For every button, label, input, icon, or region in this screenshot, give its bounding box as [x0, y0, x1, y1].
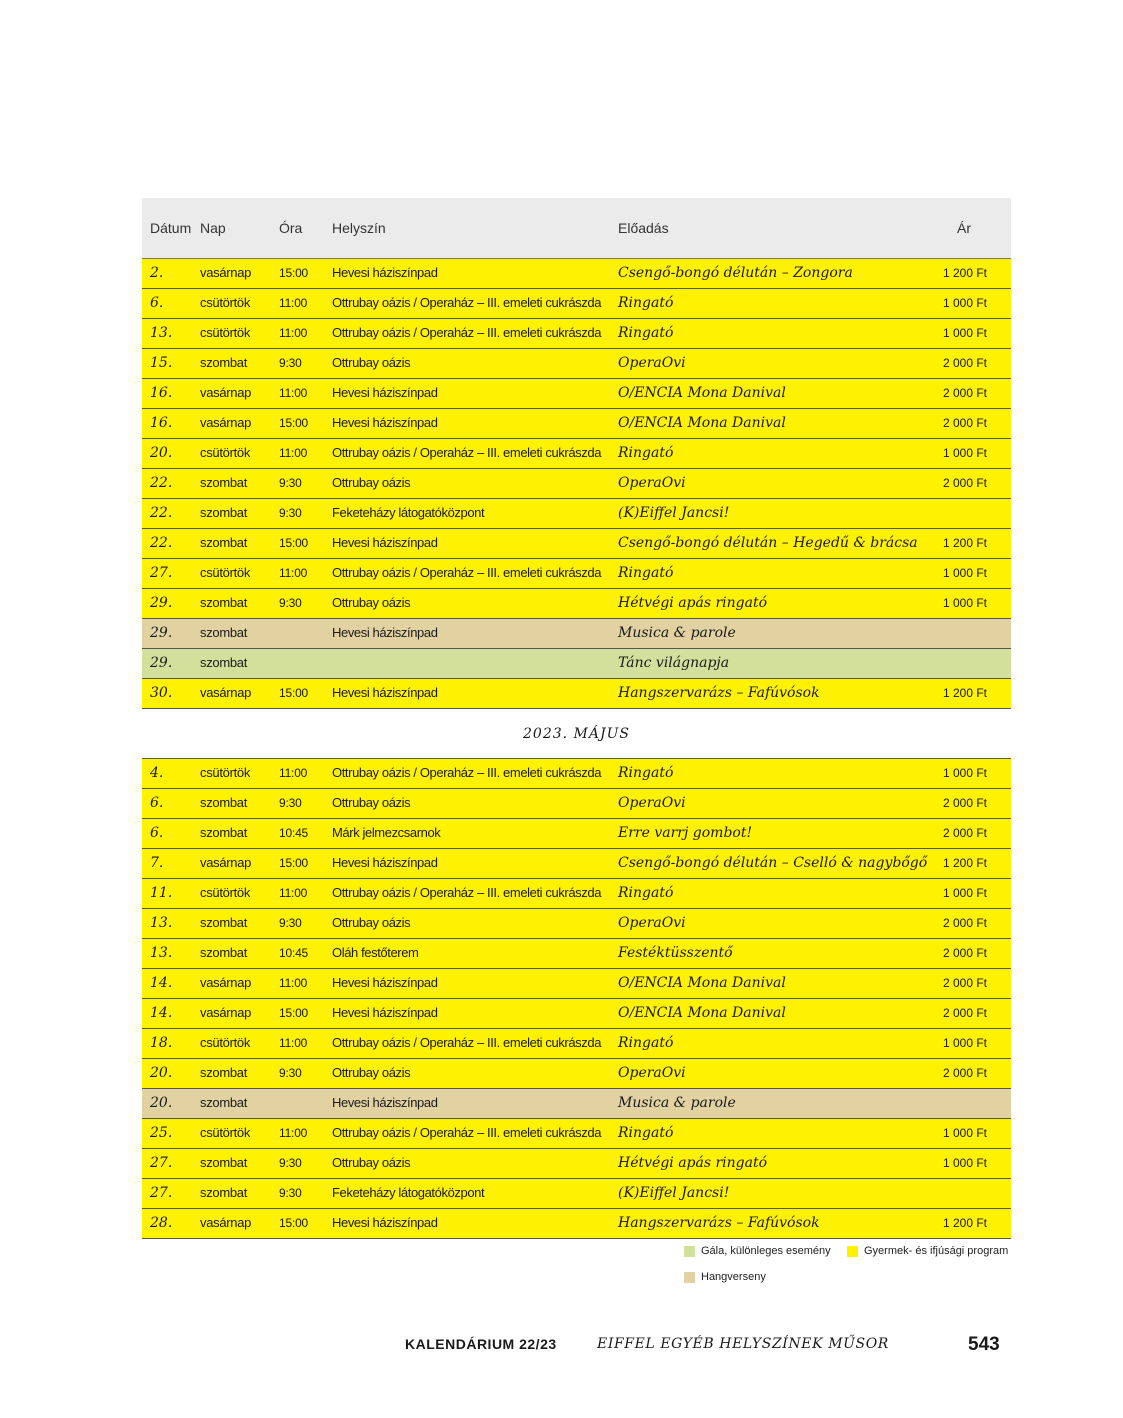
row-show: Ringató	[618, 325, 674, 341]
row-date: 29.	[150, 655, 173, 671]
row-price: 1 000 Ft	[942, 1126, 987, 1140]
row-price: 1 200 Ft	[942, 1216, 987, 1230]
row-price: 1 000 Ft	[942, 596, 987, 610]
row-price: 2 000 Ft	[942, 976, 987, 990]
row-date: 14.	[150, 975, 173, 991]
table-row	[142, 379, 1011, 409]
row-show: Hangszervarázs – Fafúvósok	[618, 1215, 820, 1231]
row-time: 9:30	[279, 1156, 302, 1170]
row-show: OperaOvi	[618, 1065, 686, 1081]
row-time: 9:30	[279, 916, 302, 930]
row-day: vasárnap	[200, 415, 252, 430]
row-venue: Hevesi háziszínpad	[332, 625, 438, 640]
footer-publication: KALENDÁRIUM 22/23	[405, 1336, 557, 1352]
table-row	[142, 939, 1011, 969]
row-date: 14.	[150, 1005, 173, 1021]
row-time: 11:00	[279, 1036, 308, 1050]
row-time: 15:00	[279, 416, 309, 430]
row-venue: Ottrubay oázis	[332, 355, 411, 370]
row-venue: Hevesi háziszínpad	[332, 415, 438, 430]
row-venue: Hevesi háziszínpad	[332, 535, 438, 550]
row-day: szombat	[200, 535, 248, 550]
row-show: OperaOvi	[618, 475, 686, 491]
row-day: csütörtök	[200, 445, 251, 460]
row-date: 20.	[150, 1065, 173, 1081]
row-venue: Ottrubay oázis / Operaház – III. emeleti cukrászda	[332, 1125, 602, 1140]
row-show: Musica & parole	[618, 1095, 736, 1111]
row-time: 9:30	[279, 596, 302, 610]
row-show: OperaOvi	[618, 915, 686, 931]
row-time: 10:45	[279, 826, 309, 840]
row-day: szombat	[200, 825, 248, 840]
row-price: 1 000 Ft	[942, 296, 987, 310]
table-row	[142, 439, 1011, 469]
row-time: 15:00	[279, 686, 309, 700]
row-show: Hétvégi apás ringató	[618, 1155, 768, 1171]
row-day: szombat	[200, 655, 248, 670]
header-day: Nap	[200, 220, 226, 236]
legend-concert	[684, 1271, 766, 1283]
row-show: Festéktüsszentő	[618, 945, 733, 961]
row-time: 10:45	[279, 946, 309, 960]
row-date: 28.	[150, 1215, 173, 1231]
row-time: 9:30	[279, 796, 302, 810]
row-day: szombat	[200, 945, 248, 960]
row-show: (K)Eiffel Jancsi!	[618, 505, 730, 521]
row-show: O/ENCIA Mona Danival	[618, 385, 786, 401]
row-show: Ringató	[618, 565, 674, 581]
row-time: 11:00	[279, 326, 308, 340]
row-price: 1 000 Ft	[942, 446, 987, 460]
row-venue: Ottrubay oázis / Operaház – III. emeleti cukrászda	[332, 295, 602, 310]
table-row	[142, 819, 1011, 849]
row-show: Musica & parole	[618, 625, 736, 641]
row-venue: Ottrubay oázis / Operaház – III. emeleti cukrászda	[332, 565, 602, 580]
row-venue: Ottrubay oázis	[332, 475, 411, 490]
table-row	[142, 679, 1011, 709]
row-date: 15.	[150, 355, 173, 371]
table-row	[142, 409, 1011, 439]
legend-swatch-green	[684, 1246, 695, 1257]
row-date: 16.	[150, 385, 173, 401]
row-time: 9:30	[279, 1066, 302, 1080]
row-day: szombat	[200, 1095, 248, 1110]
row-price: 2 000 Ft	[942, 826, 987, 840]
row-time: 11:00	[279, 1126, 308, 1140]
row-day: vasárnap	[200, 685, 252, 700]
table-row	[142, 619, 1011, 649]
row-show: Tánc világnapja	[618, 655, 730, 671]
row-time: 11:00	[279, 386, 308, 400]
table-row	[142, 1209, 1011, 1239]
table-row	[142, 589, 1011, 619]
table-row	[142, 1029, 1011, 1059]
row-day: csütörtök	[200, 765, 251, 780]
row-show: Ringató	[618, 765, 674, 781]
table-row	[142, 1119, 1011, 1149]
row-price: 1 200 Ft	[942, 266, 987, 280]
row-price: 2 000 Ft	[942, 386, 987, 400]
row-venue: Hevesi háziszínpad	[332, 1005, 438, 1020]
row-show: OperaOvi	[618, 795, 686, 811]
header-date: Dátum	[150, 220, 192, 236]
row-time: 15:00	[279, 536, 309, 550]
row-date: 18.	[150, 1035, 173, 1051]
table-header	[142, 198, 1011, 259]
row-date: 27.	[150, 565, 173, 581]
legend-swatch-tan	[684, 1272, 695, 1283]
row-day: vasárnap	[200, 1215, 252, 1230]
row-show: Ringató	[618, 1125, 674, 1141]
header-venue: Helyszín	[332, 220, 386, 236]
legend-swatch-yellow	[847, 1246, 858, 1257]
may-schedule-table	[142, 758, 1011, 1239]
footer-section: EIFFEL EGYÉB HELYSZÍNEK MŰSOR	[597, 1336, 889, 1352]
row-time: 9:30	[279, 506, 302, 520]
row-date: 22.	[150, 475, 173, 491]
row-time: 15:00	[279, 1006, 309, 1020]
row-date: 13.	[150, 915, 173, 931]
table-row	[142, 969, 1011, 999]
row-time: 11:00	[279, 296, 308, 310]
row-venue: Ottrubay oázis / Operaház – III. emeleti cukrászda	[332, 1035, 602, 1050]
legend-concert-label: Hangverseny	[701, 1271, 766, 1283]
row-price: 1 200 Ft	[942, 686, 987, 700]
row-price: 1 000 Ft	[942, 566, 987, 580]
row-show: O/ENCIA Mona Danival	[618, 975, 786, 991]
row-price: 1 000 Ft	[942, 1156, 987, 1170]
row-venue: Ottrubay oázis / Operaház – III. emeleti cukrászda	[332, 885, 602, 900]
may-rows	[142, 758, 1011, 1239]
row-show: O/ENCIA Mona Danival	[618, 415, 786, 431]
table-row	[142, 529, 1011, 559]
page-number: 543	[968, 1334, 1000, 1355]
row-show: (K)Eiffel Jancsi!	[618, 1185, 730, 1201]
row-date: 30.	[150, 685, 173, 701]
row-date: 25.	[150, 1125, 173, 1141]
row-venue: Ottrubay oázis / Operaház – III. emeleti cukrászda	[332, 765, 602, 780]
row-date: 11.	[150, 885, 173, 901]
row-price: 1 000 Ft	[942, 326, 987, 340]
row-venue: Hevesi háziszínpad	[332, 975, 438, 990]
table-row	[142, 1089, 1011, 1119]
row-show: Hangszervarázs – Fafúvósok	[618, 685, 820, 701]
row-day: szombat	[200, 475, 248, 490]
row-show: Ringató	[618, 445, 674, 461]
row-price: 1 000 Ft	[942, 886, 987, 900]
row-date: 6.	[150, 825, 164, 841]
row-date: 6.	[150, 795, 164, 811]
row-time: 15:00	[279, 266, 309, 280]
row-day: csütörtök	[200, 325, 251, 340]
row-price: 2 000 Ft	[942, 356, 987, 370]
table-row	[142, 649, 1011, 679]
row-show: Ringató	[618, 885, 674, 901]
row-show: Erre varrj gombot!	[618, 825, 753, 841]
row-day: szombat	[200, 505, 248, 520]
april-rows	[142, 259, 1011, 709]
row-day: szombat	[200, 625, 248, 640]
row-show: OperaOvi	[618, 355, 686, 371]
row-price: 1 000 Ft	[942, 766, 987, 780]
row-price: 2 000 Ft	[942, 946, 987, 960]
row-date: 20.	[150, 1095, 173, 1111]
row-venue: Hevesi háziszínpad	[332, 265, 438, 280]
row-venue: Feketeházy látogatóközpont	[332, 505, 485, 520]
row-venue: Márk jelmezcsarnok	[332, 825, 441, 840]
row-date: 27.	[150, 1185, 173, 1201]
row-venue: Hevesi háziszínpad	[332, 685, 438, 700]
row-price: 2 000 Ft	[942, 796, 987, 810]
table-row	[142, 559, 1011, 589]
row-date: 2.	[150, 265, 164, 281]
row-show: Ringató	[618, 1035, 674, 1051]
row-price: 2 000 Ft	[942, 916, 987, 930]
table-row	[142, 909, 1011, 939]
row-venue: Oláh festőterem	[332, 945, 419, 960]
row-date: 20.	[150, 445, 173, 461]
row-price: 1 200 Ft	[942, 856, 987, 870]
row-day: szombat	[200, 1185, 248, 1200]
row-time: 9:30	[279, 476, 302, 490]
row-show: Ringató	[618, 295, 674, 311]
row-show: O/ENCIA Mona Danival	[618, 1005, 786, 1021]
row-venue: Hevesi háziszínpad	[332, 385, 438, 400]
row-venue: Ottrubay oázis	[332, 915, 411, 930]
row-time: 9:30	[279, 1186, 302, 1200]
row-venue: Feketeházy látogatóközpont	[332, 1185, 485, 1200]
row-day: szombat	[200, 595, 248, 610]
row-day: vasárnap	[200, 975, 252, 990]
row-show: Csengő-bongó délután – Cselló & nagybőgő	[618, 855, 928, 871]
table-row	[142, 849, 1011, 879]
row-day: szombat	[200, 795, 248, 810]
header-price: Ár	[957, 220, 971, 236]
row-price: 2 000 Ft	[942, 476, 987, 490]
row-date: 6.	[150, 295, 164, 311]
row-day: szombat	[200, 1065, 248, 1080]
row-venue: Ottrubay oázis	[332, 595, 411, 610]
row-price: 2 000 Ft	[942, 1066, 987, 1080]
row-day: szombat	[200, 1155, 248, 1170]
row-day: vasárnap	[200, 265, 252, 280]
table-row	[142, 1059, 1011, 1089]
table-row	[142, 259, 1011, 289]
row-day: csütörtök	[200, 1035, 251, 1050]
row-day: vasárnap	[200, 385, 252, 400]
row-date: 29.	[150, 625, 173, 641]
table-row	[142, 469, 1011, 499]
table-row	[142, 349, 1011, 379]
row-venue: Hevesi háziszínpad	[332, 855, 438, 870]
row-venue: Ottrubay oázis	[332, 1065, 411, 1080]
row-venue: Ottrubay oázis	[332, 795, 411, 810]
row-date: 27.	[150, 1155, 173, 1171]
legend-gala	[684, 1245, 831, 1257]
legend-youth	[847, 1245, 1008, 1257]
header-show: Előadás	[618, 220, 669, 236]
row-venue: Hevesi háziszínpad	[332, 1095, 438, 1110]
table-row	[142, 289, 1011, 319]
table-row	[142, 759, 1011, 789]
row-venue: Ottrubay oázis	[332, 1155, 411, 1170]
row-price: 2 000 Ft	[942, 416, 987, 430]
row-time: 15:00	[279, 1216, 309, 1230]
row-day: csütörtök	[200, 1125, 251, 1140]
row-price: 1 200 Ft	[942, 536, 987, 550]
row-date: 29.	[150, 595, 173, 611]
row-date: 7.	[150, 855, 164, 871]
row-time: 9:30	[279, 356, 302, 370]
row-price: 1 000 Ft	[942, 1036, 987, 1050]
table-row	[142, 999, 1011, 1029]
row-time: 11:00	[279, 446, 308, 460]
row-venue: Hevesi háziszínpad	[332, 1215, 438, 1230]
row-show: Hétvégi apás ringató	[618, 595, 768, 611]
table-row	[142, 1179, 1011, 1209]
legend-youth-label: Gyermek- és ifjúsági program	[864, 1245, 1009, 1257]
table-row	[142, 499, 1011, 529]
row-day: csütörtök	[200, 885, 251, 900]
table-row	[142, 789, 1011, 819]
header-time: Óra	[279, 220, 303, 236]
row-date: 22.	[150, 505, 173, 521]
row-venue: Ottrubay oázis / Operaház – III. emeleti cukrászda	[332, 325, 602, 340]
row-day: vasárnap	[200, 855, 252, 870]
table-row	[142, 1149, 1011, 1179]
row-show: Csengő-bongó délután – Zongora	[618, 265, 853, 281]
row-time: 11:00	[279, 566, 308, 580]
legend-gala-label: Gála, különleges esemény	[701, 1245, 831, 1257]
row-date: 4.	[150, 765, 164, 781]
row-date: 16.	[150, 415, 173, 431]
row-price: 2 000 Ft	[942, 1006, 987, 1020]
row-show: Csengő-bongó délután – Hegedű & brácsa	[618, 535, 918, 551]
row-day: szombat	[200, 355, 248, 370]
row-date: 13.	[150, 945, 173, 961]
table-row	[142, 319, 1011, 349]
row-time: 11:00	[279, 886, 308, 900]
row-date: 13.	[150, 325, 173, 341]
april-schedule-table	[142, 198, 1011, 709]
row-day: csütörtök	[200, 565, 251, 580]
row-day: csütörtök	[200, 295, 251, 310]
row-time: 11:00	[279, 766, 308, 780]
table-row	[142, 879, 1011, 909]
row-day: szombat	[200, 915, 248, 930]
row-day: vasárnap	[200, 1005, 252, 1020]
row-time: 11:00	[279, 976, 308, 990]
row-time: 15:00	[279, 856, 309, 870]
row-venue: Ottrubay oázis / Operaház – III. emeleti cukrászda	[332, 445, 602, 460]
row-date: 22.	[150, 535, 173, 551]
month-heading: 2023. MÁJUS	[523, 726, 630, 742]
